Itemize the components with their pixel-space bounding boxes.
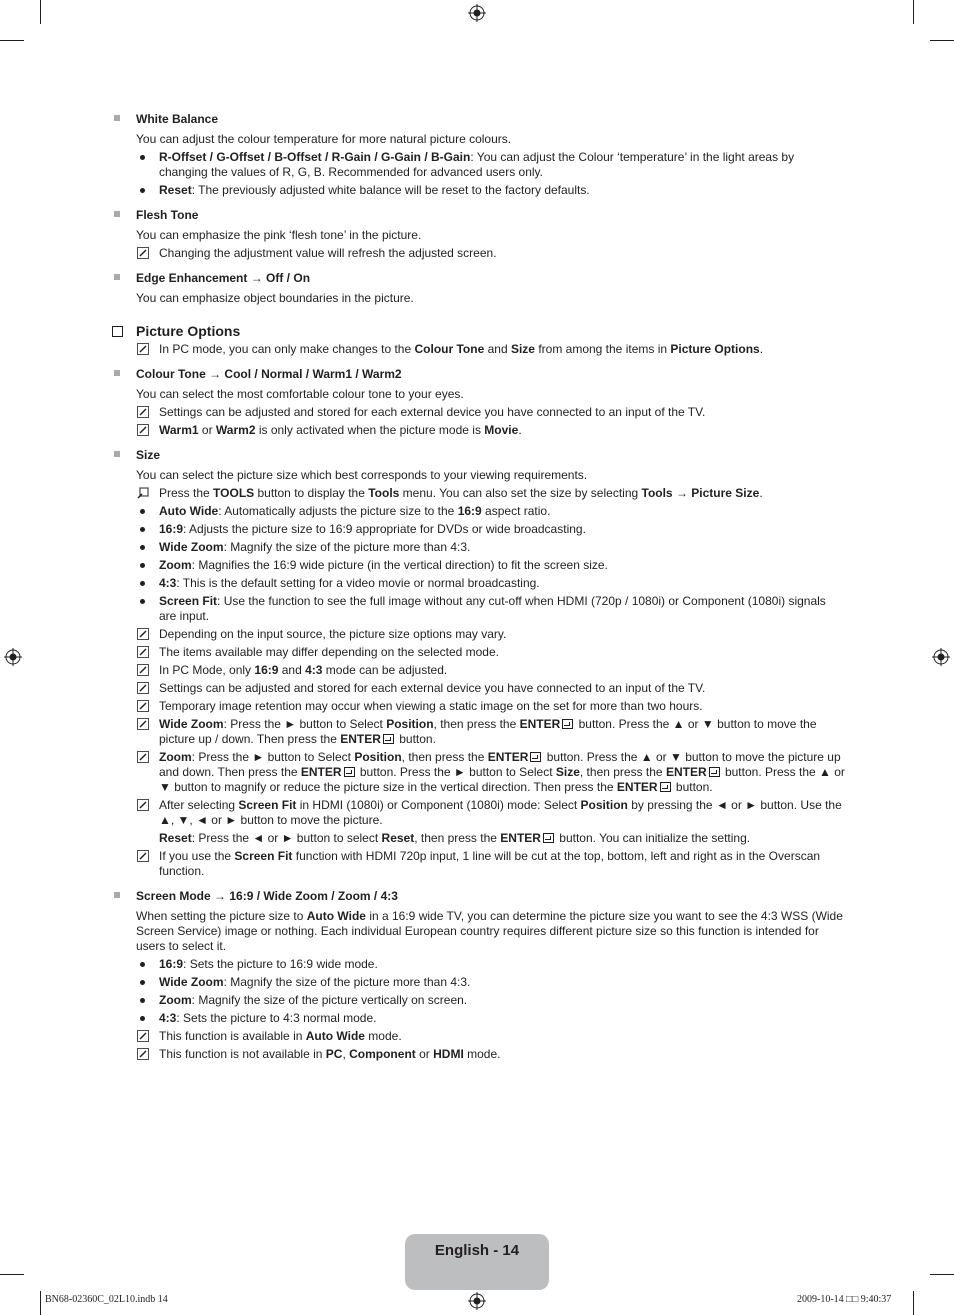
note-pencil-icon <box>137 751 149 763</box>
bullet-icon <box>140 188 145 193</box>
heading-edge-enhancement: Edge Enhancement → Off / On <box>111 271 846 286</box>
paragraph: You can adjust the colour temperature for more natural picture colours. <box>136 132 512 146</box>
checkbox-square-icon <box>112 326 123 337</box>
paragraph: You can emphasize object boundaries in the picture. <box>136 291 414 305</box>
list-item: 4:3: This is the default setting for a video movie or normal broadcasting. <box>111 576 846 591</box>
note-pencil-icon <box>137 1030 149 1042</box>
crop-mark <box>0 1274 24 1275</box>
crop-mark <box>930 1274 954 1275</box>
section-picture-options: Picture Options <box>111 324 846 339</box>
note: Temporary image retention may occur when viewing a static image on the set for more than two hours. <box>111 699 846 714</box>
heading-white-balance: White Balance <box>111 112 846 127</box>
registration-mark-icon <box>468 4 486 22</box>
bullet-icon <box>140 155 145 160</box>
enter-icon <box>562 719 573 729</box>
paragraph: You can select the most comfortable colour tone to your eyes. <box>136 387 464 401</box>
list-item: R-Offset / G-Offset / B-Offset / R-Gain / G-Gain / B-Gain: You can adjust the Colour ‘temperature’ in the light areas by changing the values of R, G, B. Recommended for advanced users only. <box>111 150 846 180</box>
bullet-icon <box>140 509 145 514</box>
note: Wide Zoom: Press the ► button to Select Position, then press the ENTER button. Press the ▲ or ▼ button to move the picture up / down. Then press the ENTER button. <box>111 717 846 747</box>
note-pencil-icon <box>137 682 149 694</box>
enter-icon <box>709 767 720 777</box>
note-pencil-icon <box>137 343 149 355</box>
enter-icon <box>543 833 554 843</box>
list-item: Screen Fit: Use the function to see the full image without any cut-off when HDMI (720p / 1080i) or Component (1080i) signals are input. <box>111 594 846 624</box>
note: Depending on the input source, the picture size options may vary. <box>111 627 846 642</box>
list-item: Zoom: Magnifies the 16:9 wide picture (in the vertical direction) to fit the screen size. <box>111 558 846 573</box>
square-bullet-icon <box>114 115 120 121</box>
note-continuation: Reset: Press the ◄ or ► button to select Reset, then press the ENTER button. You can initialize the setting. <box>159 831 751 845</box>
list-item: Auto Wide: Automatically adjusts the picture size to the 16:9 aspect ratio. <box>111 504 846 519</box>
bullet-icon <box>140 1016 145 1021</box>
note-pencil-icon <box>137 646 149 658</box>
list-item: Reset: The previously adjusted white balance will be reset to the factory defaults. <box>111 183 846 198</box>
list-item: 4:3: Sets the picture to 4:3 normal mode. <box>111 1011 846 1026</box>
note-pencil-icon <box>137 850 149 862</box>
bullet-icon <box>140 527 145 532</box>
crop-mark <box>913 0 914 24</box>
note-pencil-icon <box>137 247 149 259</box>
registration-mark-icon <box>932 648 950 666</box>
enter-icon <box>660 782 671 792</box>
manual-content <box>111 108 846 1062</box>
square-bullet-icon <box>114 370 120 376</box>
note-pencil-icon <box>137 424 149 436</box>
heading-screen-mode: Screen Mode → 16:9 / Wide Zoom / Zoom / 4:3 <box>111 889 846 904</box>
bullet-icon <box>140 599 145 604</box>
note: Settings can be adjusted and stored for each external device you have connected to an input of the TV. <box>111 405 846 420</box>
registration-mark-icon <box>468 1292 486 1310</box>
bullet-icon <box>140 545 145 550</box>
bullet-icon <box>140 563 145 568</box>
note-pencil-icon <box>137 406 149 418</box>
note: In PC Mode, only 16:9 and 4:3 mode can be adjusted. <box>111 663 846 678</box>
note: Zoom: Press the ► button to Select Position, then press the ENTER button. Press the ▲ or ▼ button to move the picture up and down. Then press the ENTER button. Press the ► button to Select Size, then press the ENTER button. Press the ▲ or ▼ button to magnify or reduce the picture size in the vertical direction. Then press the ENTER button. <box>111 750 846 795</box>
enter-icon <box>530 752 541 762</box>
note: This function is available in Auto Wide mode. <box>111 1029 846 1044</box>
note-pencil-icon <box>137 1048 149 1060</box>
square-bullet-icon <box>114 211 120 217</box>
crop-mark <box>930 40 954 41</box>
page-number: English - 14 <box>434 1242 520 1259</box>
tools-remote-icon <box>137 487 149 499</box>
paragraph: You can emphasize the pink ‘flesh tone’ in the picture. <box>136 228 422 242</box>
paragraph: When setting the picture size to Auto Wide in a 16:9 wide TV, you can determine the picture size you want to see the 4:3 WSS (Wide Screen Service) image or nothing. Each individual European country requires different picture size so this function is intended for users to select it. <box>136 909 843 953</box>
heading-colour-tone: Colour Tone → Cool / Normal / Warm1 / Warm2 <box>111 367 846 382</box>
note: Settings can be adjusted and stored for each external device you have connected to an input of the TV. <box>111 681 846 696</box>
bullet-icon <box>140 998 145 1003</box>
note: Changing the adjustment value will refresh the adjusted screen. <box>111 246 846 261</box>
note: This function is not available in PC, Component or HDMI mode. <box>111 1047 846 1062</box>
bullet-icon <box>140 980 145 985</box>
list-item: 16:9: Adjusts the picture size to 16:9 appropriate for DVDs or wide broadcasting. <box>111 522 846 537</box>
note: In PC mode, you can only make changes to the Colour Tone and Size from among the items in Picture Options. <box>111 342 846 357</box>
registration-mark-icon <box>4 648 22 666</box>
list-item: 16:9: Sets the picture to 16:9 wide mode. <box>111 957 846 972</box>
note: After selecting Screen Fit in HDMI (1080i) or Component (1080i) mode: Select Position by pressing the ◄ or ► button. Use the ▲, ▼, ◄ or ► button to move the picture. <box>111 798 846 828</box>
note: Warm1 or Warm2 is only activated when the picture mode is Movie. <box>111 423 846 438</box>
tools-note: Press the TOOLS button to display the Tools menu. You can also set the size by selecting Tools → Picture Size. <box>111 486 846 501</box>
crop-mark <box>40 1291 41 1315</box>
crop-mark <box>0 40 24 41</box>
enter-icon <box>383 734 394 744</box>
bullet-icon <box>140 581 145 586</box>
crop-mark <box>40 0 41 24</box>
crop-mark <box>913 1291 914 1315</box>
heading-flesh-tone: Flesh Tone <box>111 208 846 223</box>
paragraph: You can select the picture size which best corresponds to your viewing requirements. <box>136 468 588 482</box>
note-pencil-icon <box>137 628 149 640</box>
list-item: Wide Zoom: Magnify the size of the picture more than 4:3. <box>111 975 846 990</box>
note: The items available may differ depending on the selected mode. <box>111 645 846 660</box>
note-pencil-icon <box>137 718 149 730</box>
note-pencil-icon <box>137 799 149 811</box>
note-pencil-icon <box>137 664 149 676</box>
enter-icon <box>344 767 355 777</box>
file-slug: BN68-02360C_02L10.indb 14 <box>45 1294 168 1305</box>
bullet-icon <box>140 962 145 967</box>
note-pencil-icon <box>137 700 149 712</box>
square-bullet-icon <box>114 274 120 280</box>
list-item: Zoom: Magnify the size of the picture vertically on screen. <box>111 993 846 1008</box>
note: If you use the Screen Fit function with HDMI 720p input, 1 line will be cut at the top, bottom, left and right as in the Overscan function. <box>111 849 846 879</box>
list-item: Wide Zoom: Magnify the size of the picture more than 4:3. <box>111 540 846 555</box>
square-bullet-icon <box>114 892 120 898</box>
date-slug: 2009-10-14 □□ 9:40:37 <box>797 1294 892 1305</box>
square-bullet-icon <box>114 451 120 457</box>
heading-size: Size <box>111 448 846 463</box>
